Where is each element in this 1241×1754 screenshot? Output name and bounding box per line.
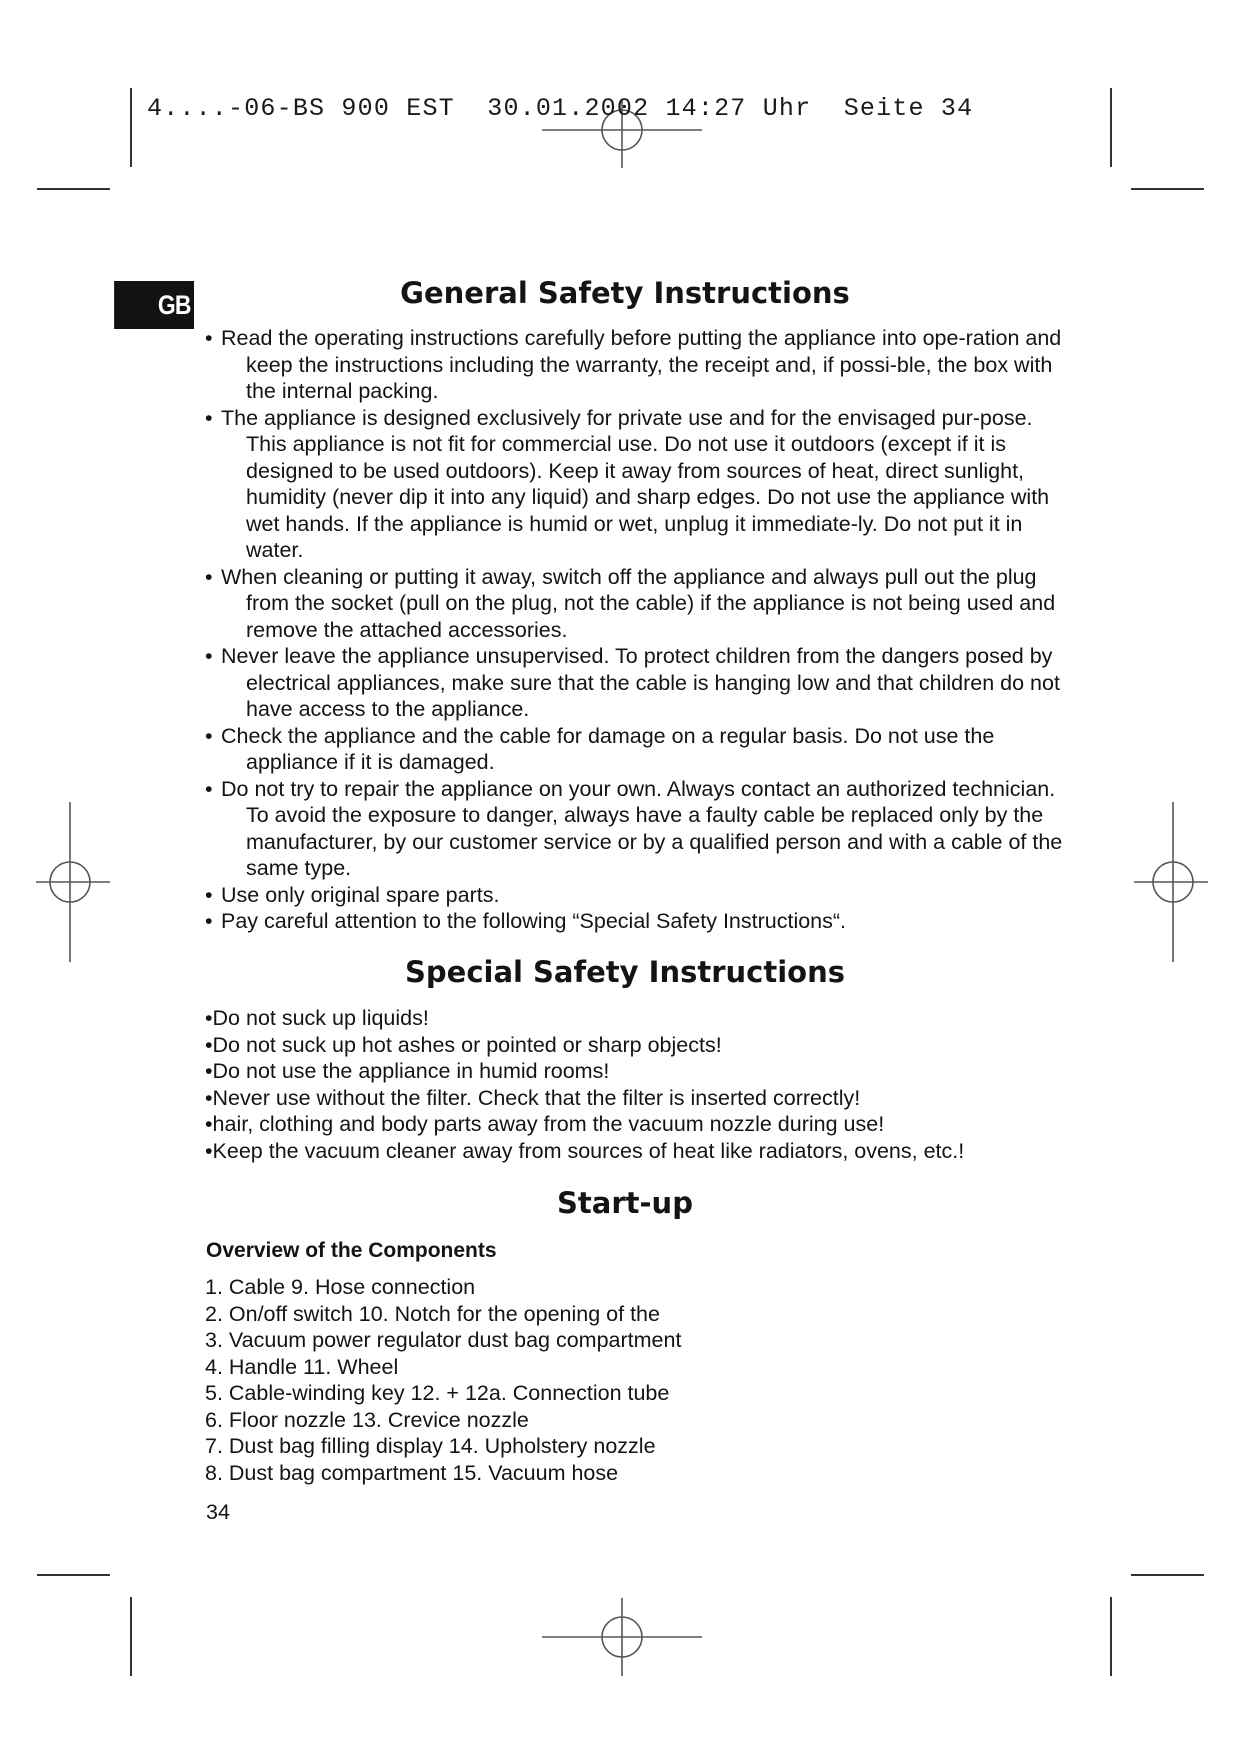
general-safety-item-text: Read the operating instructions carefully before putting the appliance into ope-ration and keep the instructions including the warranty, the receipt and, if possi-ble, the box with the internal packing. [221, 326, 1062, 403]
special-safety-item-text: Keep the vacuum cleaner away from sources of heat like radiators, ovens, etc.! [212, 1138, 965, 1163]
special-safety-item [205, 1005, 1065, 1032]
general-safety-item-text: When cleaning or putting it away, switch off the appliance and always pull out the plug from the socket (pull on the plug, not the cable) if the appliance is not being used and remove the attached accessories. [221, 564, 1056, 642]
bullet-marker: • [205, 644, 213, 668]
bullet-marker: • [205, 1112, 213, 1136]
special-safety-item [205, 1085, 1065, 1112]
component-item: 1. Cable 9. Hose connection [205, 1275, 476, 1299]
bullet-marker: • [205, 1085, 213, 1110]
component-item: 3. Vacuum power regulator dust bag compartment [205, 1328, 682, 1352]
bullet-marker: • [205, 405, 213, 430]
registration-mark-left [36, 802, 110, 962]
registration-mark-right [1134, 802, 1208, 962]
bullet-marker: • [205, 1032, 213, 1057]
special-safety-item [205, 1032, 1065, 1059]
general-safety-title: General Safety Instructions [400, 276, 850, 310]
bullet-marker: • [205, 1138, 213, 1163]
general-safety-item-text: Use only original spare parts. [221, 882, 500, 907]
bullet-marker: • [205, 776, 213, 801]
special-safety-item-text: Never use without the filter. Check that the filter is inserted correctly! [212, 1085, 861, 1110]
component-item: 8. Dust bag compartment 15. Vacuum hose [205, 1460, 619, 1485]
general-safety-item [205, 723, 1065, 776]
component-item: 2. On/off switch 10. Notch for the opening of the [205, 1301, 660, 1326]
special-safety-item-text: Do not suck up liquids! [212, 1006, 429, 1030]
general-safety-list [205, 325, 1065, 935]
bullet-marker: • [205, 326, 213, 350]
bullet-marker: • [205, 1059, 213, 1083]
general-safety-item-text: Never leave the appliance unsupervised. To protect children from the dangers posed by electrical appliances, make sure that the cable is hanging low and that children do not have access to the appliance. [221, 644, 1060, 721]
general-safety-item-text: Check the appliance and the cable for damage on a regular basis. Do not use the appliance if it is damaged. [221, 723, 995, 774]
component-item: 5. Cable-winding key 12. + 12a. Connection tube [205, 1381, 670, 1405]
general-safety-item-text: Pay careful attention to the following “Special Safety Instructions“. [221, 909, 847, 933]
components-overview-title: Overview of the Components [206, 1239, 497, 1262]
special-safety-list [205, 1005, 1065, 1164]
special-safety-title: Special Safety Instructions [405, 955, 845, 989]
bullet-marker: • [205, 882, 213, 907]
general-safety-item [205, 564, 1065, 644]
page-number: 34 [206, 1500, 230, 1524]
component-item: 6. Floor nozzle 13. Crevice nozzle [205, 1407, 529, 1432]
components-list [205, 1274, 1065, 1486]
startup-title: Start-up [557, 1186, 693, 1220]
component-item: 7. Dust bag filling display 14. Upholstery nozzle [205, 1434, 656, 1458]
bullet-marker: • [205, 909, 213, 933]
special-safety-item [205, 1058, 1065, 1085]
language-tab: GB [114, 281, 194, 329]
special-safety-item-text: Do not use the appliance in humid rooms! [212, 1059, 610, 1083]
general-safety-item [205, 776, 1065, 882]
special-safety-item [205, 1138, 1065, 1165]
general-safety-item [205, 405, 1065, 564]
component-item: 4. Handle 11. Wheel [205, 1354, 399, 1379]
general-safety-item [205, 643, 1065, 723]
special-safety-item-text: hair, clothing and body parts away from the vacuum nozzle during use! [212, 1112, 885, 1136]
print-slug-line: 4....-06-BS 900 EST 30.01.2002 14:27 Uhr Seite 34 [147, 94, 974, 123]
registration-mark-bottom [542, 1598, 702, 1676]
general-safety-item-text: The appliance is designed exclusively for private use and for the envisaged pur-pose. This appliance is not fit for commercial use. Do not use it outdoors (except if it is designed to be used outdoors). Keep it away from sources of heat, direct sunlight, humidity (never dip it into any liquid) and sharp edges. Do not use the appliance with wet hands. If the appliance is humid or wet, unplug it immediate-ly. Do not put it in water. [221, 405, 1050, 562]
general-safety-item-text: Do not try to repair the appliance on your own. Always contact an authorized technician. To avoid the exposure to danger, always have a faulty cable be replaced only by the manufacturer, by our customer service or by a qualified person and with a cable of the same type. [221, 776, 1063, 880]
general-safety-item [205, 325, 1065, 405]
bullet-marker: • [205, 723, 213, 748]
general-safety-item [205, 882, 1065, 909]
special-safety-item-text: Do not suck up hot ashes or pointed or sharp objects! [212, 1032, 722, 1057]
bullet-marker: • [205, 564, 213, 589]
bullet-marker: • [205, 1006, 213, 1030]
general-safety-item [205, 908, 1065, 935]
special-safety-item [205, 1111, 1065, 1138]
